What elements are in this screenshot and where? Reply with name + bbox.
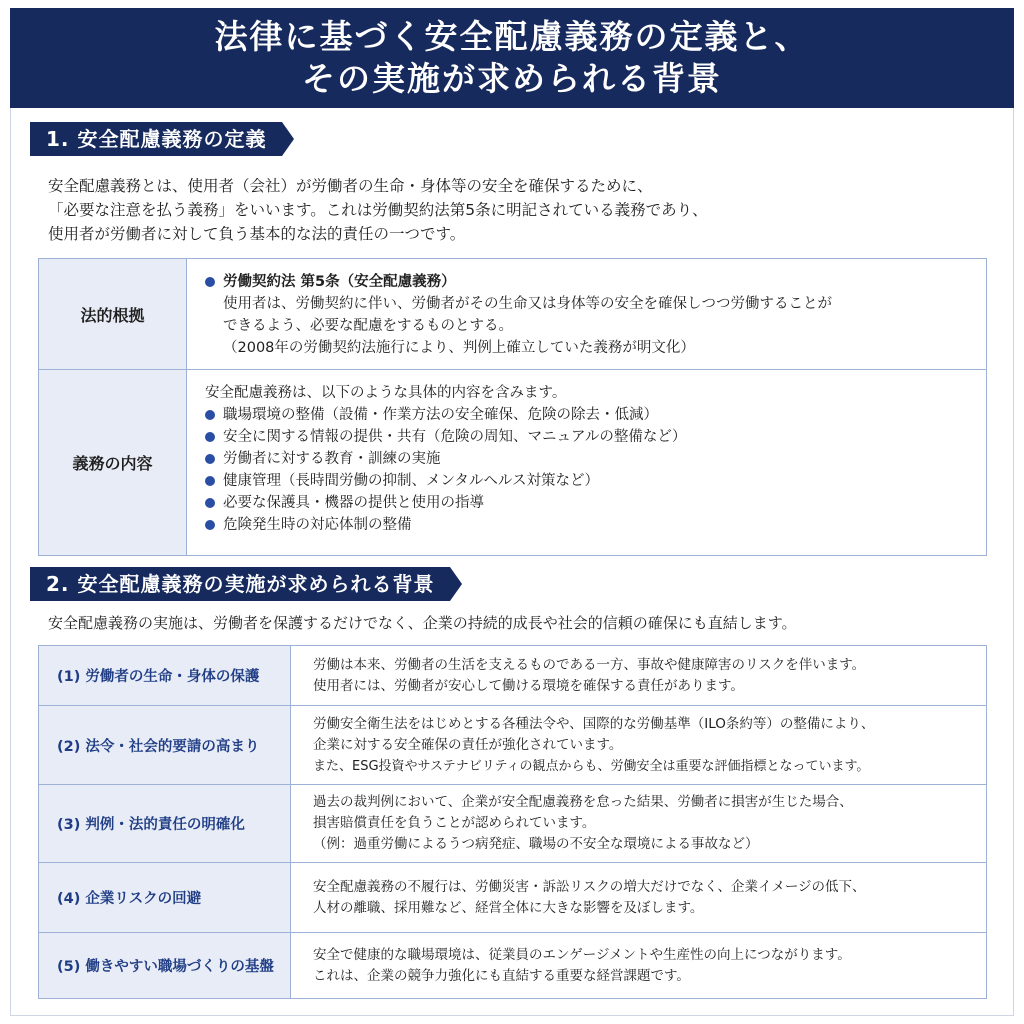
bullet-icon [205,432,215,442]
law-title-row [205,271,968,293]
background-row [39,933,987,999]
section-2-heading: 2. 安全配慮義務の実施が求められる背景 [30,567,450,601]
intro-line: 「必要な注意を払う義務」をいいます。これは労働契約法第5条に明記されている義務であり、 [48,201,708,219]
background-line: これは、企業の競争力強化にも直結する重要な経営課題です。 [313,967,690,984]
background-line: 人材の離職、採用難など、経営全体に大きな影響を及ぼします。 [313,899,704,916]
section-1-intro [48,174,708,246]
background-label: (3) 判例・法的責任の明確化 [39,785,291,863]
background-line: 安全で健康的な職場環境は、従業員のエンゲージメントや生産性の向上につながります。 [313,946,851,963]
law-text-line: できるよう、必要な配慮をするものとする。 [223,318,513,334]
duty-lead: 安全配慮義務は、以下のような具体的内容を含みます。 [205,385,567,401]
duty-item-text: 職場環境の整備（設備・作業方法の安全確保、危険の除去・低減） [223,407,658,423]
background-line: 過去の裁判例において、企業が安全配慮義務を怠った結果、労働者に損害が生じた場合、 [313,794,853,810]
bullet-icon [205,277,215,287]
bullet-icon [205,520,215,530]
page-title-line-2: その実施が求められる背景 [302,59,722,98]
duty-item-text: 安全に関する情報の提供・共有（危険の周知、マニュアルの整備など） [223,429,687,445]
background-line: 労働安全衛生法をはじめとする各種法令や、国際的な労働基準（ILO条約等）の整備により、 [313,715,875,732]
background-content [291,646,987,706]
background-label: (2) 法令・社会的要請の高まり [39,706,291,785]
background-line: 企業に対する安全確保の責任が強化されています。 [313,736,623,753]
duty-item [205,448,968,470]
duty-item-text: 必要な保護具・機器の提供と使用の指導 [223,495,484,511]
background-row [39,706,987,785]
section-1-heading: 1. 安全配慮義務の定義 [30,122,282,156]
bullet-icon [205,498,215,508]
background-line: 損害賠償責任を負うことが認められています。 [313,815,596,831]
background-row [39,863,987,933]
duty-content [187,370,987,556]
law-text-line: （2008年の労働契約法施行により、判例上確立していた義務が明文化） [223,340,695,356]
legal-basis-row [39,259,987,370]
legal-basis-content [187,259,987,370]
bullet-icon [205,410,215,420]
law-text-line: 使用者は、労働契約に伴い、労働者がその生命又は身体等の安全を確保しつつ労働することが [223,296,832,312]
duty-item-text: 健康管理（長時間労働の抑制、メンタルヘルス対策など） [223,473,599,489]
duty-content-row [39,370,987,556]
page-title-line-1: 法律に基づく安全配慮義務の定義と、 [214,17,810,56]
background-line: 使用者には、労働者が安心して働ける環境を確保する責任があります。 [313,677,744,694]
background-content [291,863,987,933]
background-content [291,933,987,999]
background-table [38,645,987,999]
intro-line: 使用者が労働者に対して負う基本的な法的責任の一つです。 [48,225,466,243]
duty-item-text: 危険発生時の対応体制の整備 [223,517,412,533]
background-line: 安全配慮義務の不履行は、労働災害・訴訟リスクの増大だけでなく、企業イメージの低下、 [313,878,866,895]
background-content [291,785,987,863]
background-label: (5) 働きやすい職場づくりの基盤 [39,933,291,999]
duty-item [205,492,968,514]
duty-item [205,426,968,448]
background-label: (1) 労働者の生命・身体の保護 [39,646,291,706]
bullet-icon [205,454,215,464]
bullet-icon [205,476,215,486]
background-row [39,785,987,863]
duty-item-text: 労働者に対する教育・訓練の実施 [223,451,441,467]
background-content [291,706,987,785]
background-line: （例：過重労働によるうつ病発症、職場の不安全な環境による事故など） [313,836,759,852]
duty-item [205,404,968,426]
definition-table [38,258,987,556]
duty-content-label: 義務の内容 [39,370,187,556]
legal-basis-label: 法的根拠 [39,259,187,370]
title-banner [10,8,1014,108]
intro-line: 安全配慮義務とは、使用者（会社）が労働者の生命・身体等の安全を確保するために、 [48,177,653,195]
background-line: また、ESG投資やサステナビリティの観点からも、労働安全は重要な評価指標となっています。 [313,758,870,774]
law-title: 労働契約法 第5条（安全配慮義務） [223,274,456,290]
background-line: 労働は本来、労働者の生活を支えるものである一方、事故や健康障害のリスクを伴います。 [313,656,866,673]
background-row [39,646,987,706]
duty-item [205,470,968,492]
background-label: (4) 企業リスクの回避 [39,863,291,933]
section-2-intro: 安全配慮義務の実施は、労働者を保護するだけでなく、企業の持続的成長や社会的信頼の確保にも直結します。 [48,614,797,632]
duty-item [205,514,968,536]
